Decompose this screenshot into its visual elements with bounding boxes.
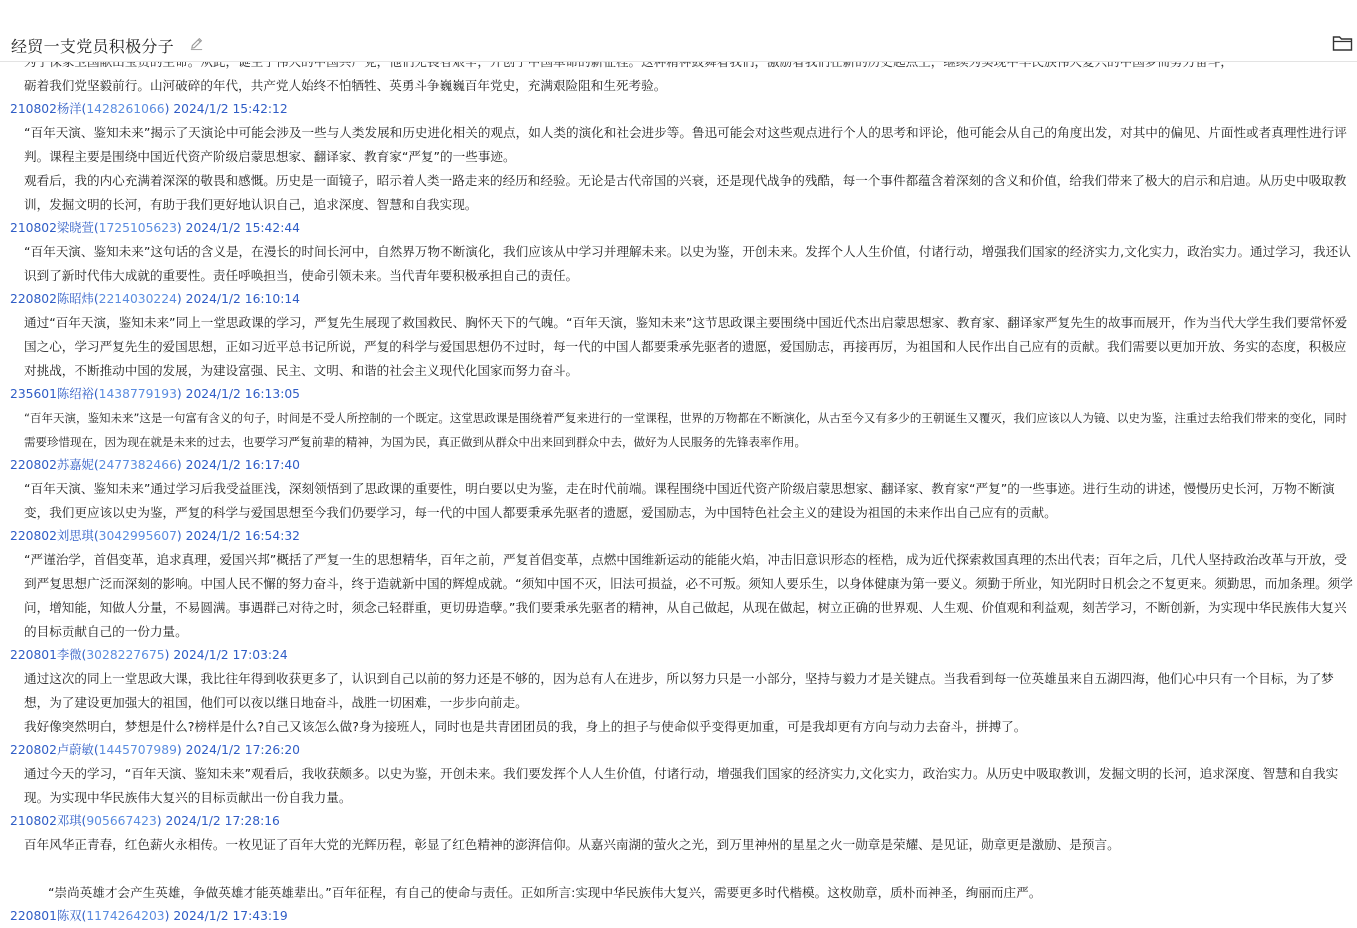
message-paragraph: 我好像突然明白，梦想是什么?榜样是什么?自己又该怎么做?身为接班人，同时也是共青团团员的我，身上的担子与使命似乎变得更加重，可是我却更有方向与动力去奋斗，拼搏了。	[24, 719, 1027, 734]
message-paragraph: 百年风华正青春，红色薪火永相传。一枚见证了百年大党的光辉历程，彰显了红色精神的澎湃信仰。从嘉兴南湖的萤火之光，到万里神州的星星之火一勋章是荣耀、是见证，勋章更是激励、是预言。	[24, 837, 1120, 852]
message-header: 220802刘思琪(3042995607) 2024/1/2 16:54:32	[10, 529, 300, 543]
sender-name[interactable]: 220802刘思琪	[10, 529, 94, 543]
sender-name[interactable]: 210802邓琪	[10, 814, 82, 828]
sender-qq-link[interactable]: 2477382466	[98, 458, 177, 472]
message-time: 2024/1/2 17:03:24	[173, 648, 288, 662]
message-paragraph: “百年天演、鉴知未来”通过学习后我受益匪浅，深刻领悟到了思政课的重要性，明白要以史为鉴，走在时代前端。课程围绕中国近代资产阶级启蒙思想家、翻译家、教育家“严复”的一些事迹。进行生动的讲述，慢慢历史长河，万物不断演变，我们更应该以史为鉴，严复的科学与爱国思想至今我们仍要学习，每一代的中国人都要秉承先驱者的遗愿，爱国励志，为中国特色社会主义的建设为祖国的未来作出自己应有的贡献。	[24, 481, 1335, 520]
sender-qq-link[interactable]: 1445707989	[98, 743, 177, 757]
sender-name[interactable]: 220802陈昭炜	[10, 292, 94, 306]
message-paragraph: “严谨治学，首倡变革，追求真理，爱国兴邦”概括了严复一生的思想精华，百年之前，严复首倡变革，点燃中国维新运动的能能火焰，冲击旧意识形态的桎梏，成为近代探索救国真理的杰出代表；百年之后，几代人坚持政治改革与开放，受到严复思想广泛而深刻的影响。中国人民不懈的努力奋斗，终于造就新中国的辉煌成就。“须知中国不灭，旧法可损益，必不可叛。须知人要乐生，以身体健康为第一要义。须勤于所业，知光阴时日机会之不复更来。须勤思，而加条理。须学问，增知能，知做人分量，不易圆满。事遇群己对待之时，须念己轻群重，更切毋造孽。”我们要秉承先驱者的精神，从自己做起，从现在做起，树立正确的世界观、人生观、价值观和利益观，刻苦学习，不断创新，为实现中华民族伟大复兴的目标贡献自己的一份力量。	[24, 552, 1353, 639]
chat-history[interactable]	[0, 62, 1357, 923]
sender-name[interactable]: 210802梁晓萱	[10, 221, 94, 235]
message-time: 2024/1/2 15:42:44	[185, 221, 300, 235]
message-header: 220802卢蔚敏(1445707989) 2024/1/2 17:26:20	[10, 743, 300, 757]
message-paragraph: “百年天演、鉴知未来”揭示了天演论中可能会涉及一些与人类发展和历史进化相关的观点，如人类的演化和社会进步等。鲁迅可能会对这些观点进行个人的思考和评论，他可能会从自己的角度出发，对其中的偏见、片面性或者真理性进行评判。课程主要是围绕中国近代资产阶级启蒙思想家、翻译家、教育家“严复”的一些事迹。	[24, 125, 1347, 164]
message-paragraph: 观看后，我的内心充满着深深的敬畏和感慨。历史是一面镜子，昭示着人类一路走来的经历和经验。无论是古代帝国的兴衰，还是现代战争的残酷，每一个事件都蕴含着深刻的含义和价值，给我们带来了极大的启示和启迪。从历史中吸取教训，发掘文明的长河，有助于我们更好地认识自己，追求深度、智慧和自我实现。	[24, 173, 1347, 212]
message-list	[0, 50, 1357, 928]
message-paragraph: “百年天演，鉴知未来”这是一句富有含义的句子，时间是不受人所控制的一个既定。这堂思政课是围绕着严复来进行的一堂课程，世界的万物都在不断演化，从古至今又有多少的王朝诞生又覆灭，我们应该以人为镜、以史为鉴，注重过去给我们带来的变化，同时需要珍惜现在，因为现在就是未来的过去，也要学习严复前辈的精神，为国为民，真正做到从群众中出来回到群众中去，做好为人民服务的先锋表率作用。	[24, 411, 1347, 449]
message-time: 2024/1/2 17:28:16	[165, 814, 280, 828]
sender-qq-link[interactable]: 1428261066	[86, 102, 165, 116]
message-body	[24, 311, 1354, 383]
message-paragraph: 通过今天的学习，“百年天演、鉴知未来”观看后，我收获颇多。以史为鉴，开创未来。我们要发挥个人人生价值，付诸行动，增强我们国家的经济实力,文化实力，政治实力。从历史中吸取教训，发掘文明的长河，追求深度、智慧和自我实现。为实现中华民族伟大复兴的目标贡献出一份自我力量。	[24, 766, 1339, 805]
message-time: 2024/1/2 16:13:05	[185, 387, 300, 401]
sender-qq-link[interactable]: 2214030224	[98, 292, 177, 306]
message-body	[24, 240, 1354, 288]
message-paragraph: “崇尚英雄才会产生英雄，争做英雄才能英雄辈出。”百年征程，有自己的使命与责任。正如所言:实现中华民族伟大复兴，需要更多时代楷模。这枚勋章，质朴而神圣，绚丽而庄严。	[48, 885, 1042, 900]
pencil-icon[interactable]	[189, 36, 204, 51]
chat-title: 经贸一支党员积极分子	[11, 37, 175, 56]
message-time: 2024/1/2 17:43:19	[173, 909, 288, 923]
message-header: 235601陈绍裕(1438779193) 2024/1/2 16:13:05	[10, 387, 300, 401]
sender-name[interactable]: 220802卢蔚敏	[10, 743, 94, 757]
message-time: 2024/1/2 15:42:12	[173, 102, 288, 116]
sender-qq-link[interactable]: 1725105623	[98, 221, 177, 235]
sender-qq-link[interactable]: 3042995607	[98, 529, 177, 543]
message-body	[24, 121, 1354, 217]
sender-name[interactable]: 220802苏嘉妮	[10, 458, 94, 472]
message-body	[24, 406, 1354, 454]
sender-qq-link[interactable]: 3028227675	[86, 648, 165, 662]
message-header: 220802陈昭炜(2214030224) 2024/1/2 16:10:14	[10, 292, 300, 306]
message-paragraph: 通过“百年天演，鉴知未来”同上一堂思政课的学习，严复先生展现了救国救民、胸怀天下的气魄。“百年天演，鉴知未来”这节思政课主要围绕中国近代杰出启蒙思想家、教育家、翻译家严复先生的故事而展开，作为当代大学生我们要常怀爱国之心，学习严复先生的爱国思想，正如习近平总书记所说，严复的科学与爱国思想仍不过时，每一代的中国人都要秉承先驱者的遗愿，爱国励志，再接再厉，为祖国和人民作出自己应有的贡献。我们需要以更加开放、务实的态度，积极应对挑战，不断推动中国的发展，为建设富强、民主、文明、和谐的社会主义现代化国家而努力奋斗。	[24, 315, 1348, 378]
message-header: 220802苏嘉妮(2477382466) 2024/1/2 16:17:40	[10, 458, 300, 472]
message-time: 2024/1/2 17:26:20	[185, 743, 300, 757]
message-body	[24, 477, 1354, 525]
message-body	[24, 833, 1354, 905]
folder-icon[interactable]	[1332, 34, 1353, 52]
message-time: 2024/1/2 16:10:14	[185, 292, 300, 306]
message-header: 220801李微(3028227675) 2024/1/2 17:03:24	[10, 648, 288, 662]
message-time: 2024/1/2 16:54:32	[185, 529, 300, 543]
sender-name[interactable]: 220801李微	[10, 648, 82, 662]
sender-qq-link[interactable]: 1438779193	[98, 387, 177, 401]
message-paragraph: “百年天演、鉴知未来”这句话的含义是，在漫长的时间长河中，自然界万物不断演化，我们应该从中学习并理解未来。以史为鉴，开创未来。发挥个人人生价值，付诸行动，增强我们国家的经济实力,文化实力，政治实力。通过学习，我还认识到了新时代伟大成就的重要性。责任呼唤担当，使命引领未来。当代青年要积极承担自己的责任。	[24, 244, 1351, 283]
message-header: 210802杨洋(1428261066) 2024/1/2 15:42:12	[10, 102, 288, 116]
sender-name[interactable]: 235601陈绍裕	[10, 387, 94, 401]
message-header: 220801陈双(1174264203) 2024/1/2 17:43:19	[10, 909, 288, 923]
message-time: 2024/1/2 16:17:40	[185, 458, 300, 472]
message-body	[24, 762, 1354, 810]
sender-name[interactable]: 220801陈双	[10, 909, 82, 923]
message-paragraph: 砺着我们党坚毅前行。山河破碎的年代，共产党人始终不怕牺牲、英勇斗争巍巍百年党史，充满艰险阻和生死考验。	[24, 78, 667, 93]
message-header: 210802梁晓萱(1725105623) 2024/1/2 15:42:44	[10, 221, 300, 235]
message-header: 210802邓琪(905667423) 2024/1/2 17:28:16	[10, 814, 280, 828]
message-body	[24, 548, 1354, 644]
message-body	[24, 667, 1354, 739]
sender-qq-link[interactable]: 1174264203	[86, 909, 165, 923]
message-paragraph: 通过这次的同上一堂思政大课，我比往年得到收获更多了，认识到自己以前的努力还是不够的，因为总有人在进步，所以努力只是一小部分，坚持与毅力才是关键点。当我看到每一位英雄虽来自五湖四海，他们心中只有一个目标，为了梦想，为了建设更加强大的祖国，他们可以夜以继日地奋斗，战胜一切困难，一步步向前走。	[24, 671, 1334, 710]
sender-name[interactable]: 210802杨洋	[10, 102, 82, 116]
sender-qq-link[interactable]: 905667423	[86, 814, 157, 828]
title-bar	[0, 0, 1357, 62]
